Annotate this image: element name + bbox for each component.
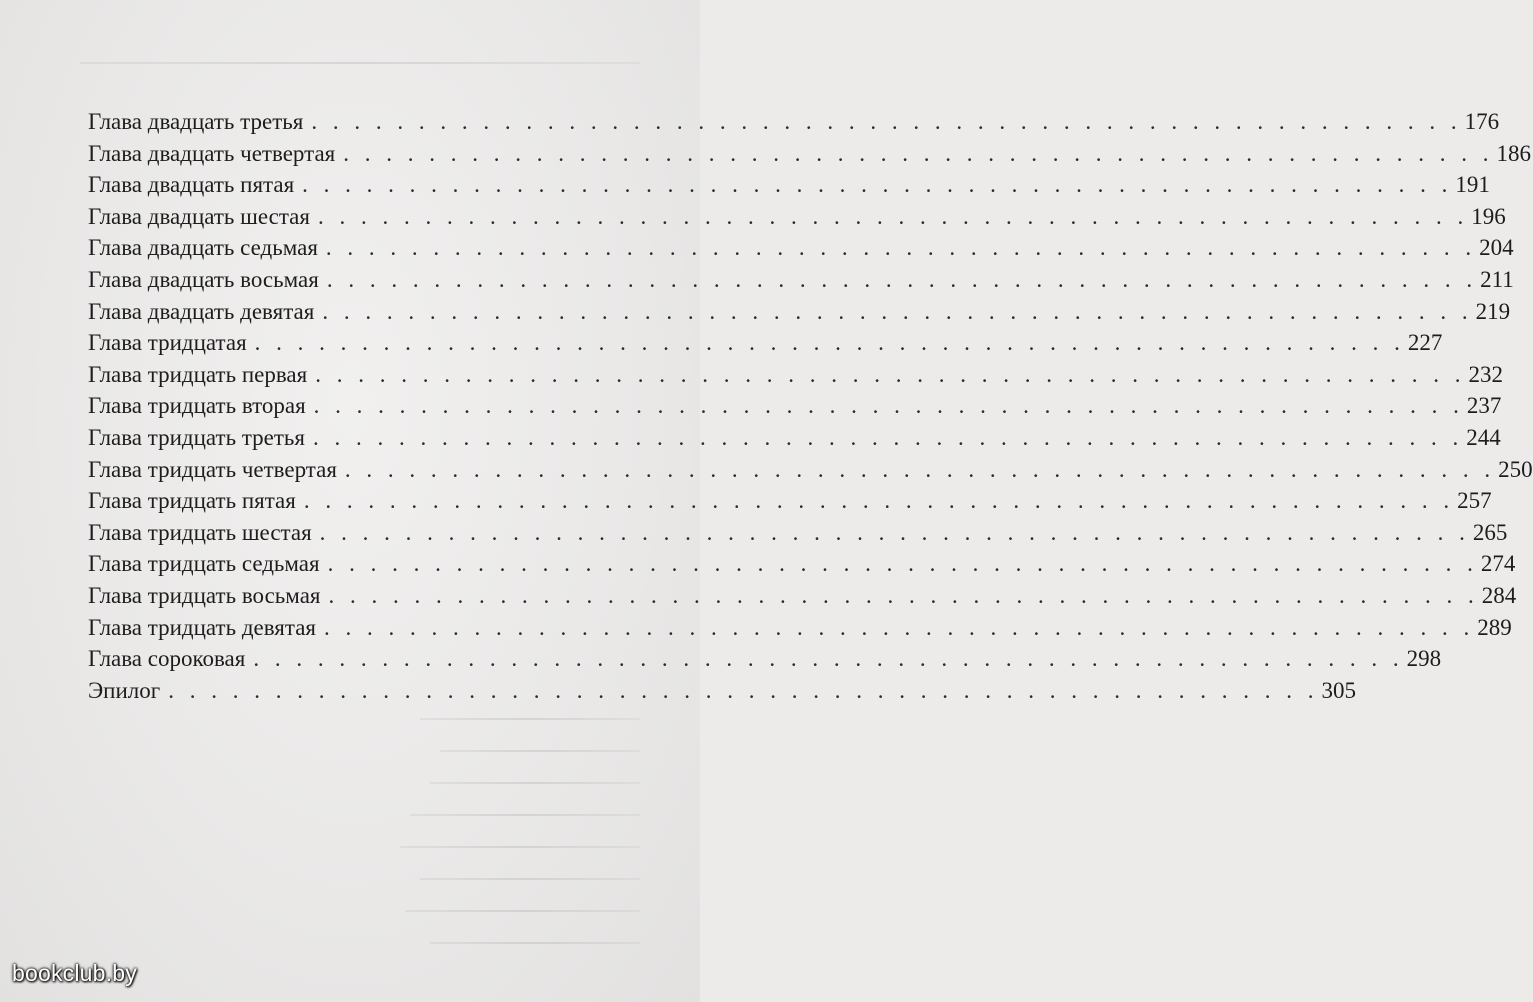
toc-entry[interactable] — [88, 138, 1531, 170]
toc-dot-leader: . . . . . . . . . . . . . . . . . . . . . . . . . . . . . . . . . . . . . . . . . . . . . . . . . . . . . . — [254, 330, 1405, 356]
toc-dot-leader: . . . . . . . . . . . . . . . . . . . . . . . . . . . . . . . . . . . . . . . . . . . . . . . . . . . . . . — [324, 614, 1475, 640]
toc-entry-title: Глава двадцать шестая — [88, 203, 310, 229]
toc-entry-title: Глава тридцатая — [88, 330, 247, 356]
toc-entry-page: 227 — [1407, 330, 1443, 356]
toc-entry[interactable] — [88, 201, 1506, 233]
toc-entry-page: 250 — [1498, 456, 1533, 482]
toc-entry-title: Глава тридцать восьмая — [88, 582, 321, 608]
toc-entry-page: 257 — [1457, 488, 1492, 514]
toc-dot-leader: . . . . . . . . . . . . . . . . . . . . . . . . . . . . . . . . . . . . . . . . . . . . . . . . . . . . . . — [313, 393, 1464, 419]
toc-entry[interactable] — [88, 643, 1442, 675]
bleed-through-line — [440, 750, 640, 752]
toc-entry-title: Глава тридцать пятая — [88, 488, 296, 514]
toc-dot-leader: . . . . . . . . . . . . . . . . . . . . . . . . . . . . . . . . . . . . . . . . . . . . . . . . . . . . . . — [344, 456, 1496, 482]
toc-entry[interactable] — [88, 296, 1511, 328]
toc-entry-page: 186 — [1496, 140, 1531, 166]
toc-entry[interactable] — [88, 612, 1512, 644]
toc-dot-leader: . . . . . . . . . . . . . . . . . . . . . . . . . . . . . . . . . . . . . . . . . . . . . . . . . . . . . . — [302, 172, 1453, 198]
toc-entry-page: 219 — [1475, 298, 1511, 324]
bleed-through-line — [400, 846, 640, 848]
toc-entry[interactable] — [88, 390, 1502, 422]
toc-entry[interactable] — [88, 327, 1443, 359]
toc-dot-leader: . . . . . . . . . . . . . . . . . . . . . . . . . . . . . . . . . . . . . . . . . . . . . . . . . . . . . . — [317, 203, 1469, 229]
bleed-through-line — [80, 62, 640, 64]
toc-dot-leader: . . . . . . . . . . . . . . . . . . . . . . . . . . . . . . . . . . . . . . . . . . . . . . . . . . . . . . — [326, 266, 1478, 292]
toc-entry[interactable] — [88, 517, 1508, 549]
toc-entry-page: 244 — [1466, 424, 1501, 450]
toc-entry[interactable] — [88, 675, 1356, 707]
bleed-through-line — [430, 942, 640, 944]
toc-entry-page: 232 — [1468, 361, 1503, 387]
site-watermark: bookclub.by — [12, 960, 137, 986]
toc-dot-leader: . . . . . . . . . . . . . . . . . . . . . . . . . . . . . . . . . . . . . . . . . . . . . . . . . . . . . . — [303, 488, 1455, 514]
toc-entry-page: 284 — [1481, 582, 1517, 608]
toc-entry-title: Глава двадцать пятая — [88, 172, 295, 198]
toc-entry-page: 298 — [1406, 646, 1442, 672]
toc-dot-leader: . . . . . . . . . . . . . . . . . . . . . . . . . . . . . . . . . . . . . . . . . . . . . . . . . . . . . . — [343, 140, 1494, 166]
toc-entry[interactable] — [88, 359, 1503, 391]
toc-entry[interactable] — [88, 422, 1501, 454]
toc-entry-title: Глава тридцать первая — [88, 361, 308, 387]
toc-dot-leader: . . . . . . . . . . . . . . . . . . . . . . . . . . . . . . . . . . . . . . . . . . . . . . . . . . . . . . — [315, 361, 1466, 387]
toc-entry[interactable] — [88, 580, 1517, 612]
toc-dot-leader: . . . . . . . . . . . . . . . . . . . . . . . . . . . . . . . . . . . . . . . . . . . . . . . . . . . . . . — [325, 235, 1477, 261]
toc-entry-page: 191 — [1455, 172, 1490, 198]
toc-entry-title: Глава двадцать девятая — [88, 298, 315, 324]
toc-entry-page: 211 — [1480, 266, 1514, 292]
table-of-contents — [88, 106, 1533, 706]
toc-dot-leader: . . . . . . . . . . . . . . . . . . . . . . . . . . . . . . . . . . . . . . . . . . . . . . . . . . . . . . — [327, 551, 1478, 577]
toc-entry-page: 237 — [1466, 393, 1502, 419]
toc-entry-title: Глава двадцать четвертая — [88, 140, 336, 166]
toc-dot-leader: . . . . . . . . . . . . . . . . . . . . . . . . . . . . . . . . . . . . . . . . . . . . . . . . . . . . . . — [311, 109, 1462, 134]
toc-dot-leader: . . . . . . . . . . . . . . . . . . . . . . . . . . . . . . . . . . . . . . . . . . . . . . . . . . . . . . — [328, 582, 1479, 608]
toc-entry-title: Глава двадцать восьмая — [88, 266, 319, 292]
bleed-through-line — [410, 814, 640, 816]
toc-entry[interactable] — [88, 106, 1500, 138]
bleed-through-line — [430, 782, 640, 784]
toc-entry[interactable] — [88, 264, 1514, 296]
toc-dot-leader: . . . . . . . . . . . . . . . . . . . . . . . . . . . . . . . . . . . . . . . . . . . . . . . . . . . . . . — [312, 424, 1464, 450]
toc-entry[interactable] — [88, 548, 1516, 580]
toc-dot-leader: . . . . . . . . . . . . . . . . . . . . . . . . . . . . . . . . . . . . . . . . . . . . . . . . . . . . . . — [319, 519, 1470, 545]
toc-entry-title: Глава тридцать вторая — [88, 393, 306, 419]
toc-entry[interactable] — [88, 485, 1492, 517]
toc-entry-title: Глава тридцать седьмая — [88, 551, 320, 577]
toc-entry-title: Глава тридцать третья — [88, 424, 305, 450]
toc-entry[interactable] — [88, 232, 1514, 264]
toc-entry-page: 196 — [1471, 203, 1506, 229]
toc-entry-title: Глава тридцать девятая — [88, 614, 316, 640]
toc-entry-title: Глава двадцать третья — [88, 109, 304, 134]
toc-entry-page: 305 — [1321, 677, 1356, 703]
bleed-through-line — [420, 718, 640, 720]
toc-entry-page: 274 — [1480, 551, 1516, 577]
toc-entry-title: Глава сороковая — [88, 646, 246, 672]
toc-entry-title: Глава двадцать седьмая — [88, 235, 318, 261]
toc-dot-leader: . . . . . . . . . . . . . . . . . . . . . . . . . . . . . . . . . . . . . . . . . . . . . . . . . . . . . . — [322, 298, 1473, 324]
toc-entry-title: Глава тридцать четвертая — [88, 456, 337, 482]
toc-dot-leader: . . . . . . . . . . . . . . . . . . . . . . . . . . . . . . . . . . . . . . . . . . . . . . . . . . . . . . — [253, 646, 1404, 672]
toc-dot-leader: . . . . . . . . . . . . . . . . . . . . . . . . . . . . . . . . . . . . . . . . . . . . . . . . . . . . . . — [168, 677, 1319, 703]
bleed-through-line — [420, 878, 640, 880]
toc-entry[interactable] — [88, 169, 1490, 201]
toc-entry-page: 176 — [1464, 109, 1500, 134]
toc-entry-page: 265 — [1472, 519, 1508, 545]
toc-entry-title: Глава тридцать шестая — [88, 519, 312, 545]
toc-entry-title: Эпилог — [88, 677, 161, 703]
toc-entry-page: 204 — [1479, 235, 1514, 261]
toc-entry-page: 289 — [1477, 614, 1512, 640]
bleed-through-line — [405, 910, 640, 912]
toc-entry[interactable] — [88, 454, 1533, 486]
